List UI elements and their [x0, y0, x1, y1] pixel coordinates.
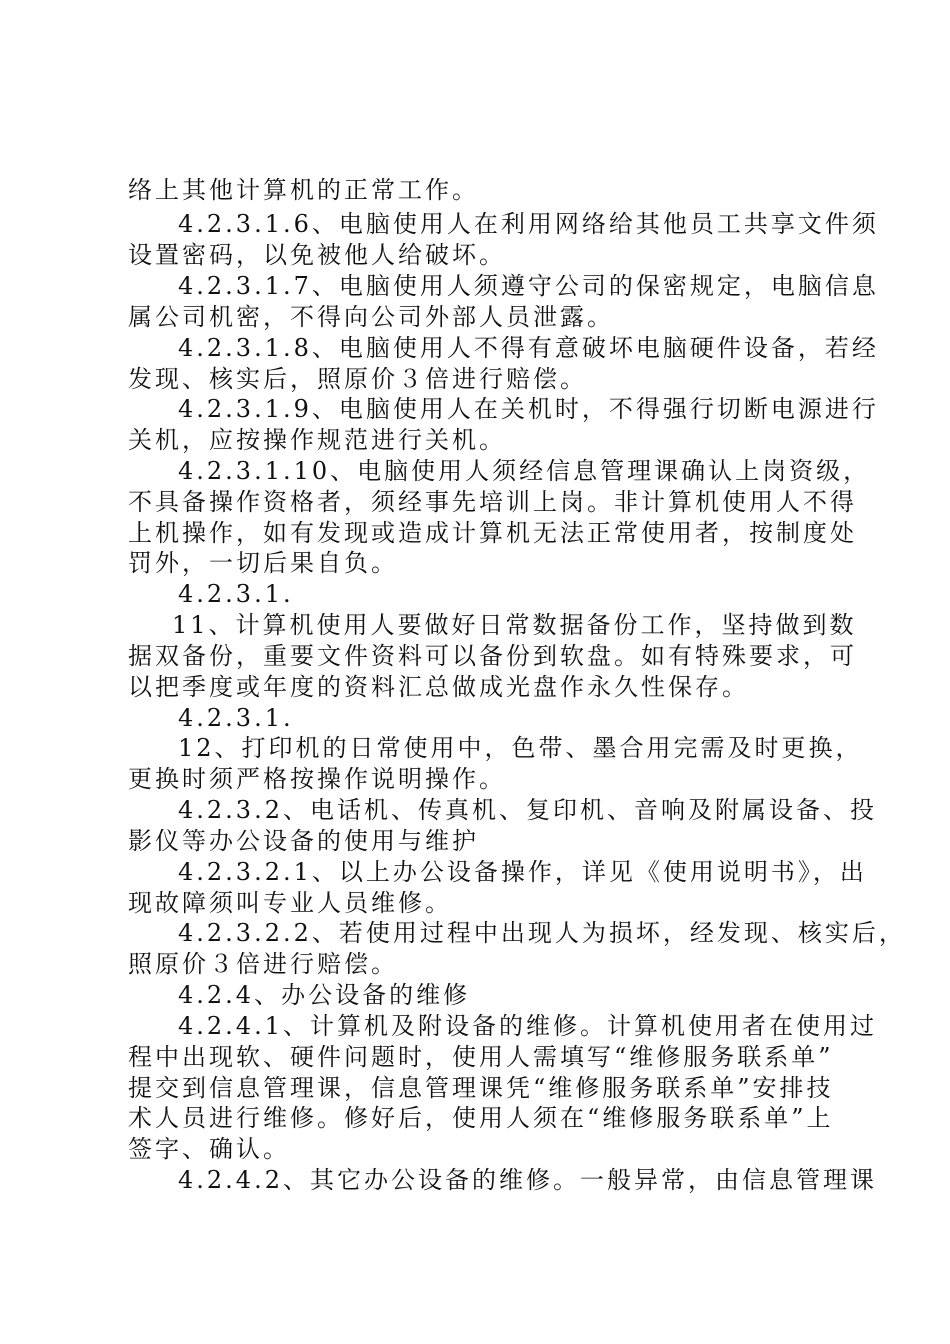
text-line: 4.2.3.2.1、以上办公设备操作，详见《使用说明书》，出 — [178, 858, 867, 886]
text-line: 4.2.3.1. — [178, 704, 294, 732]
text-line: 络上其他计算机的正常工作。 — [128, 176, 479, 204]
text-line: 4.2.3.2.2、若使用过程中出现人为损坏，经发现、核实后， — [178, 919, 906, 947]
text-line: 4.2.4.2、其它办公设备的维修。一般异常，由信息管理课 — [178, 1166, 877, 1194]
text-line: 设置密码，以免被他人给破坏。 — [128, 241, 506, 269]
text-line: 术人员进行维修。修好后，使用人须在“维修服务联系单”上 — [128, 1104, 834, 1132]
text-line: 签字、确认。 — [128, 1135, 290, 1163]
text-line: 不具备操作资格者，须经事先培训上岗。非计算机使用人不得 — [128, 488, 857, 516]
text-line: 4.2.3.1.6、电脑使用人在利用网络给其他员工共享文件须 — [178, 210, 879, 238]
text-line: 4.2.3.2、电话机、传真机、复印机、音响及附属设备、投 — [178, 796, 877, 824]
text-line: 4.2.3.1.8、电脑使用人不得有意破坏电脑硬件设备，若经 — [178, 334, 879, 362]
text-line: 4.2.3.1.7、电脑使用人须遵守公司的保密规定，电脑信息 — [178, 272, 879, 300]
text-line: 现故障须叫专业人员维修。 — [128, 889, 452, 917]
text-line: 4.2.3.1.9、电脑使用人在关机时，不得强行切断电源进行 — [178, 395, 879, 423]
text-line: 属公司机密，不得向公司外部人员泄露。 — [128, 303, 614, 331]
text-line: 罚外，一切后果自负。 — [128, 549, 398, 577]
text-line: 11、计算机使用人要做好日常数据备份工作，坚持做到数 — [172, 611, 857, 639]
text-line: 上机操作，如有发现或造成计算机无法正常使用者，按制度处 — [128, 519, 857, 547]
text-line: 影仪等办公设备的使用与维护 — [128, 827, 479, 855]
text-line: 12、打印机的日常使用中，色带、墨合用完需及时更换， — [178, 734, 863, 762]
text-line: 以把季度或年度的资料汇总做成光盘作永久性保存。 — [128, 673, 749, 701]
text-line: 程中出现软、硬件问题时，使用人需填写“维修服务联系单” — [128, 1043, 834, 1071]
text-line: 4.2.4、办公设备的维修 — [178, 981, 471, 1009]
text-line: 发现、核实后，照原价３倍进行赔偿。 — [128, 365, 587, 393]
text-line: 4.2.3.1. — [178, 580, 294, 608]
text-line: 更换时须严格按操作说明操作。 — [128, 765, 506, 793]
text-line: 据双备份，重要文件资料可以备份到软盘。如有特殊要求，可 — [128, 642, 857, 670]
text-line: 照原价３倍进行赔偿。 — [128, 950, 398, 978]
text-line: 提交到信息管理课，信息管理课凭“维修服务联系单”安排技 — [128, 1074, 834, 1102]
text-line: 4.2.4.1、计算机及附设备的维修。计算机使用者在使用过 — [178, 1012, 877, 1040]
text-line: 关机，应按操作规范进行关机。 — [128, 426, 506, 454]
text-line: 4.2.3.1.10、电脑使用人须经信息管理课确认上岗资级， — [178, 457, 871, 485]
